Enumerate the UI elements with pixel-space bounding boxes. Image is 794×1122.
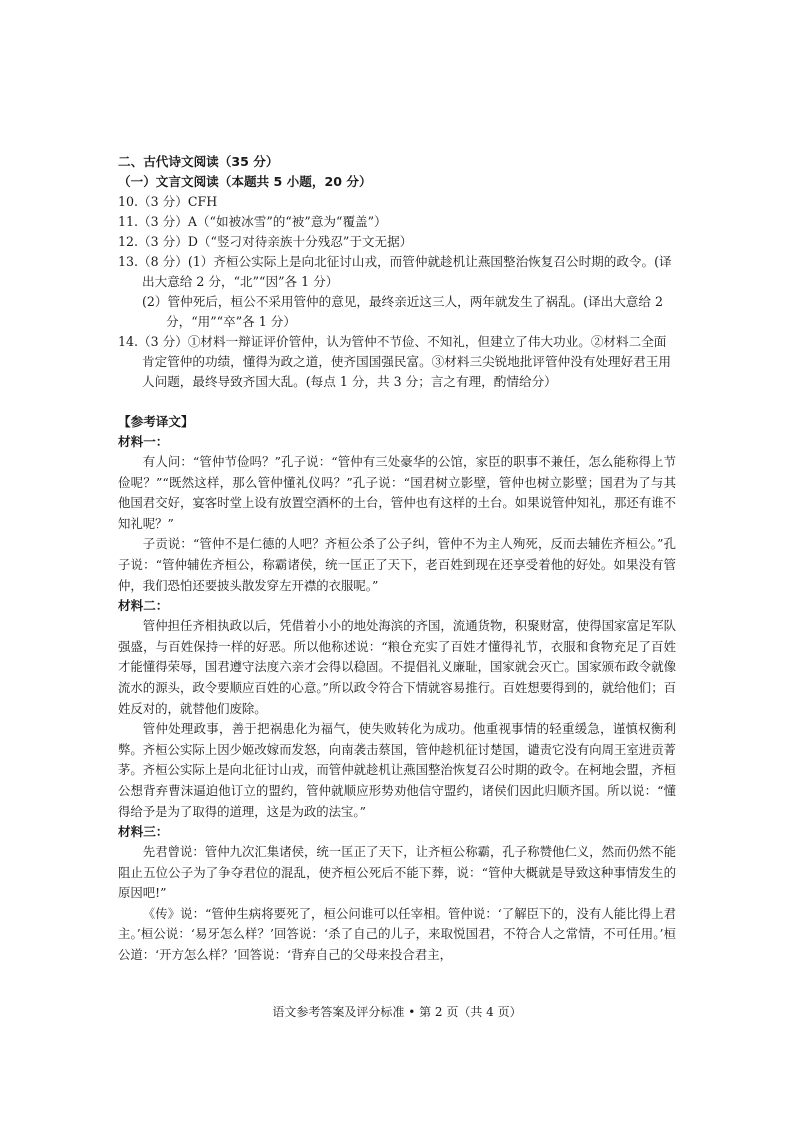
answer-q12: 12.（3 分）D（“竖刁对待亲族十分残忍”于文无据） [118, 234, 413, 249]
material-2-title: 材料二： [118, 598, 169, 614]
answer-page [118, 152, 676, 966]
material-3-paragraph: 《传》说：“管仲生病将要死了，桓公问谁可以任宰相。管仲说：‘了解臣下的，没有人能比得上君主。’桓公说：‘易牙怎么样？’回答说：‘杀了自己的儿子，来取悦国君，不符合人之常情，不可任用。’桓公道：‘开方怎么样？’回答说：‘背弃自己的父母来投合君主， [118, 905, 676, 963]
answer-q14: 14.（3 分）①材料一辩证评价管仲，认为管仲不节俭、不知礼，但建立了伟大功业。②材料二全面肯定管仲的功绩，懂得为政之道，使齐国国强民富。③材料三尖锐地批评管仲没有处理好君王用人问题，最终导致齐国大乱。(每点 1 分，共 3 分；言之有理，酌情给分） [118, 334, 671, 389]
material-2-paragraph: 管仲处理政事，善于把祸患化为福气，使失败转化为成功。他重视事情的轻重缓急，谨慎权衡利弊。齐桓公实际上因少姬改嫁而发怒，向南袭击蔡国，管仲趁机征讨楚国，谴责它没有向周王室进贡菁茅。齐桓公实际上是向北征讨山戎，而管仲就趁机让燕国整治恢复召公时期的政令。在柯地会盟，齐桓公想背弃曹沫逼迫他订立的盟约，管仲就顺应形势劝他信守盟约，诸侯们因此归顺齐国。所以说：“懂得给予是为了取得的道理，这是为政的法宝。” [118, 721, 676, 819]
section-subtitle: （一）文言文阅读（本题共 5 小题，20 分） [118, 174, 372, 189]
page-footer: 语文参考答案及评分标准 • 第 2 页（共 4 页） [272, 1005, 522, 1019]
material-3-title: 材料三： [118, 824, 169, 840]
material-1-title: 材料一： [118, 434, 169, 449]
material-1-paragraph: 子贡说：“管仲不是仁德的人吧？齐桓公杀了公子纠，管仲不为主人殉死，反而去辅佐齐桓公。”孔子说：“管仲辅佐齐桓公，称霸诸侯，统一匡正了天下，老百姓到现在还享受着他的好处。如果没有管仲，我们恐怕还要披头散发穿左开襟的衣服呢。” [118, 536, 676, 593]
answer-q13-part2: (2）管仲死后，桓公不采用管仲的意见，最终亲近这三人，两年就发生了祸乱。(译出大意给 2 分，“用”“卒”各 1 分） [142, 294, 664, 329]
answer-q13-part1: 13.（8 分）(1）齐桓公实际上是向北征讨山戎，而管仲就趁机让燕国整治恢复召公时期的政令。(译出大意给 2 分，“北”“因”各 1 分） [118, 254, 672, 289]
answer-q11: 11.（3 分）A（“如被冰雪”的“被”意为“覆盖”） [118, 214, 387, 229]
material-3-paragraph: 先君曾说：管仲九次汇集诸侯，统一匡正了天下，让齐桓公称霸，孔子称赞他仁义，然而仍然不能阻止五位公子为了争夺君位的混乱，使齐桓公死后不能下葬，说：“管仲大概就是导致这种事情发生的原因吧!” [118, 844, 676, 901]
material-2-paragraph: 管仲担任齐相执政以后，凭借着小小的地处海滨的齐国，流通货物，积聚财富，使得国家富足军队强盛，与百姓保持一样的好恶。所以他称述说：“粮仓充实了百姓才懂得礼节，衣服和食物充足了百姓才能懂得荣辱，国君遵守法度六亲才会得以稳固。不提倡礼义廉耻，国家就会灭亡。国家颁布政令就像流水的源头，政令要顺应百姓的心意。”所以政令符合下情就容易推行。百姓想要得到的，就给他们；百姓反对的，就替他们废除。 [118, 618, 676, 716]
material-1-paragraph: 有人问：“管仲节俭吗？”孔子说：“管仲有三处豪华的公馆，家臣的职事不兼任，怎么能称得上节俭呢？”“既然这样，那么管仲懂礼仪吗？”孔子说：“国君树立影壁，管仲也树立影壁；国君为了与其他国君交好，宴客时堂上设有放置空酒杯的土台，管仲也有这样的土台。如果说管仲知礼，那还有谁不知礼呢？” [118, 454, 676, 531]
answer-q10: 10.（3 分）CFH [118, 194, 218, 209]
reference-translation-title: 【参考译文】 [118, 414, 194, 429]
section-title: 二、古代诗文阅读（35 分） [118, 154, 279, 169]
